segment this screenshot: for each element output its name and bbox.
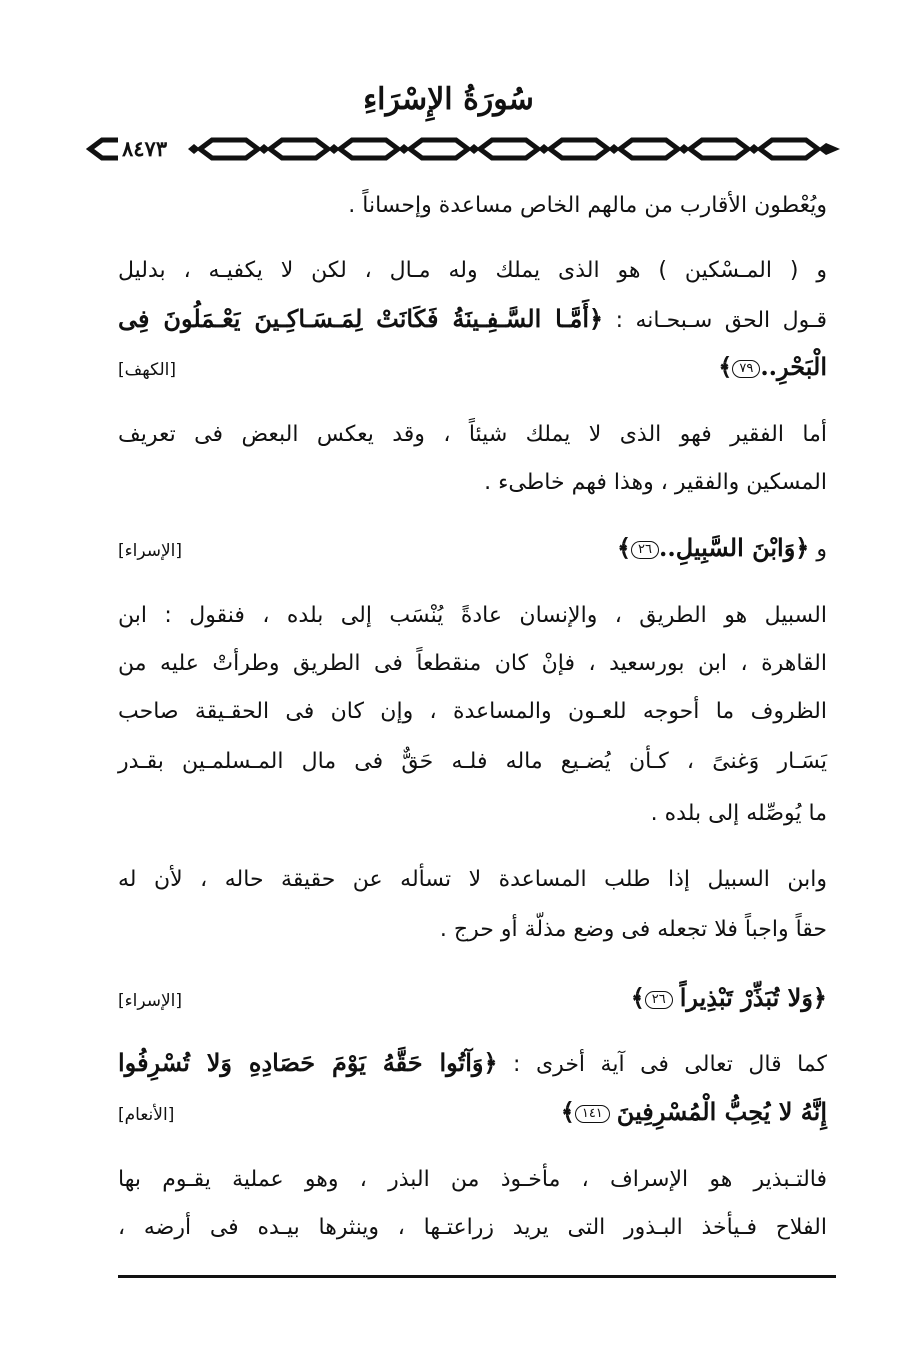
quran-quote-anam: ﴿وَآتُوا حَقَّهُ يَوْمَ حَصَادِهِ وَلا تُسْرِفُوا [118,1048,498,1077]
text-line-7 [118,528,827,570]
text-line-17 [118,1092,827,1134]
text-line-3-prose: قـول الحق سـبحـانه : [603,308,827,333]
verse-number-badge: ٢٦ [631,541,659,559]
text-line-15 [118,978,827,1020]
surah-title: سُورَةُ الإِسْرَاءِ [363,82,534,117]
text-line-10: الظروف ما أحوجه للعـون والمساعدة ، وإن كان فى الحقـيقة صاحب [118,699,827,724]
quran-quote-kahf-end: الْبَحْرِ.. [760,352,827,381]
text-line-11: يَسَـار وَغنىً ، كـأن يُضـيع ماله فلـه حَقٌّ فى مال المـسلمـين بقـدر [118,749,827,774]
quran-quote-isra-26: ﴿وَلا تُبَذِّرْ تَبْذِيراً [679,983,827,1012]
text-line-18: فالتـبذير هو الإسراف ، مأخـوذ من البذر ، وهو عملية يقـوم بها [118,1167,827,1192]
verse-number-badge: ١٤١ [575,1105,610,1123]
quote-close-bracket: ﴾ [560,1097,575,1126]
verse-number-badge: ٧٩ [732,360,760,378]
text-line-12: ما يُوصِّله إلى بلده . [650,801,827,826]
text-line-13: وابن السبيل إذا طلب المساعدة لا تسأله عن حقيقة حاله ، لأن له [118,867,827,892]
page-number: ٨٤٧٣ [118,136,171,162]
text-line-9: القاهرة ، ابن بورسعيد ، فإنْ كان منقطعاً فى الطريق وطرأتْ عليه من [118,651,827,676]
ornamental-header-border [86,134,846,164]
footer-rule [118,1275,836,1278]
verse-number-badge: ٢٦ [645,991,673,1009]
surah-reference: [الإسراء] [118,991,183,1011]
text-line-16 [118,1043,827,1085]
surah-reference: [الكهف] [118,360,176,380]
text-line-4 [118,347,827,389]
text-line-14: حقاً واجباً فلا تجعله فى وضع مذلّة أو حرج . [439,917,827,942]
surah-reference: [الإسراء] [118,541,183,561]
quran-quote-anam-end: إِنَّهُ لا يُحِبُّ الْمُسْرِفِينَ [616,1097,827,1126]
text-line-3 [118,299,827,341]
quote-close-bracket: ﴾ [630,983,645,1012]
quran-quote-isra: ﴿وَابْنَ السَّبِيلِ.. [658,533,810,562]
text-line-8: السبيل هو الطريق ، والإنسان عادةً يُنْسَب إلى بلده ، فنقول : ابن [118,603,827,628]
text-line-7-prose: و [809,537,827,562]
text-line-2: و ( المـسْكين ) هو الذى يملك وله مـال ، لكن لا يكفيـه ، بدليل [118,258,827,283]
surah-reference: [الأنعام] [118,1105,175,1125]
text-line-5: أما الفقير فهو الذى لا يملك شيئاً ، وقد يعكس البعض فى تعريف [118,422,827,447]
quran-quote-kahf: ﴿أَمَّـا السَّـفِـينَةُ فَكَانَتْ لِمَـسَـاكِـينَ يَعْـمَلُونَ فِى [118,304,604,333]
quote-close-bracket: ﴾ [616,533,632,562]
text-line-6: المسكين والفقير ، وهذا فهم خاطىء . [484,470,827,495]
quote-close-bracket: ﴾ [718,352,733,381]
text-line-19: الفلاح فـيأخذ البـذور التى يريد زراعتـها ، وينثرها بيـده فى أرضه ، [118,1215,827,1240]
text-line-1: ويُعْطون الأقارب من مالهم الخاص مساعدة وإحساناً . [348,193,827,218]
text-line-16-prose: كما قال تعالى فى آية أخرى : [497,1052,827,1077]
